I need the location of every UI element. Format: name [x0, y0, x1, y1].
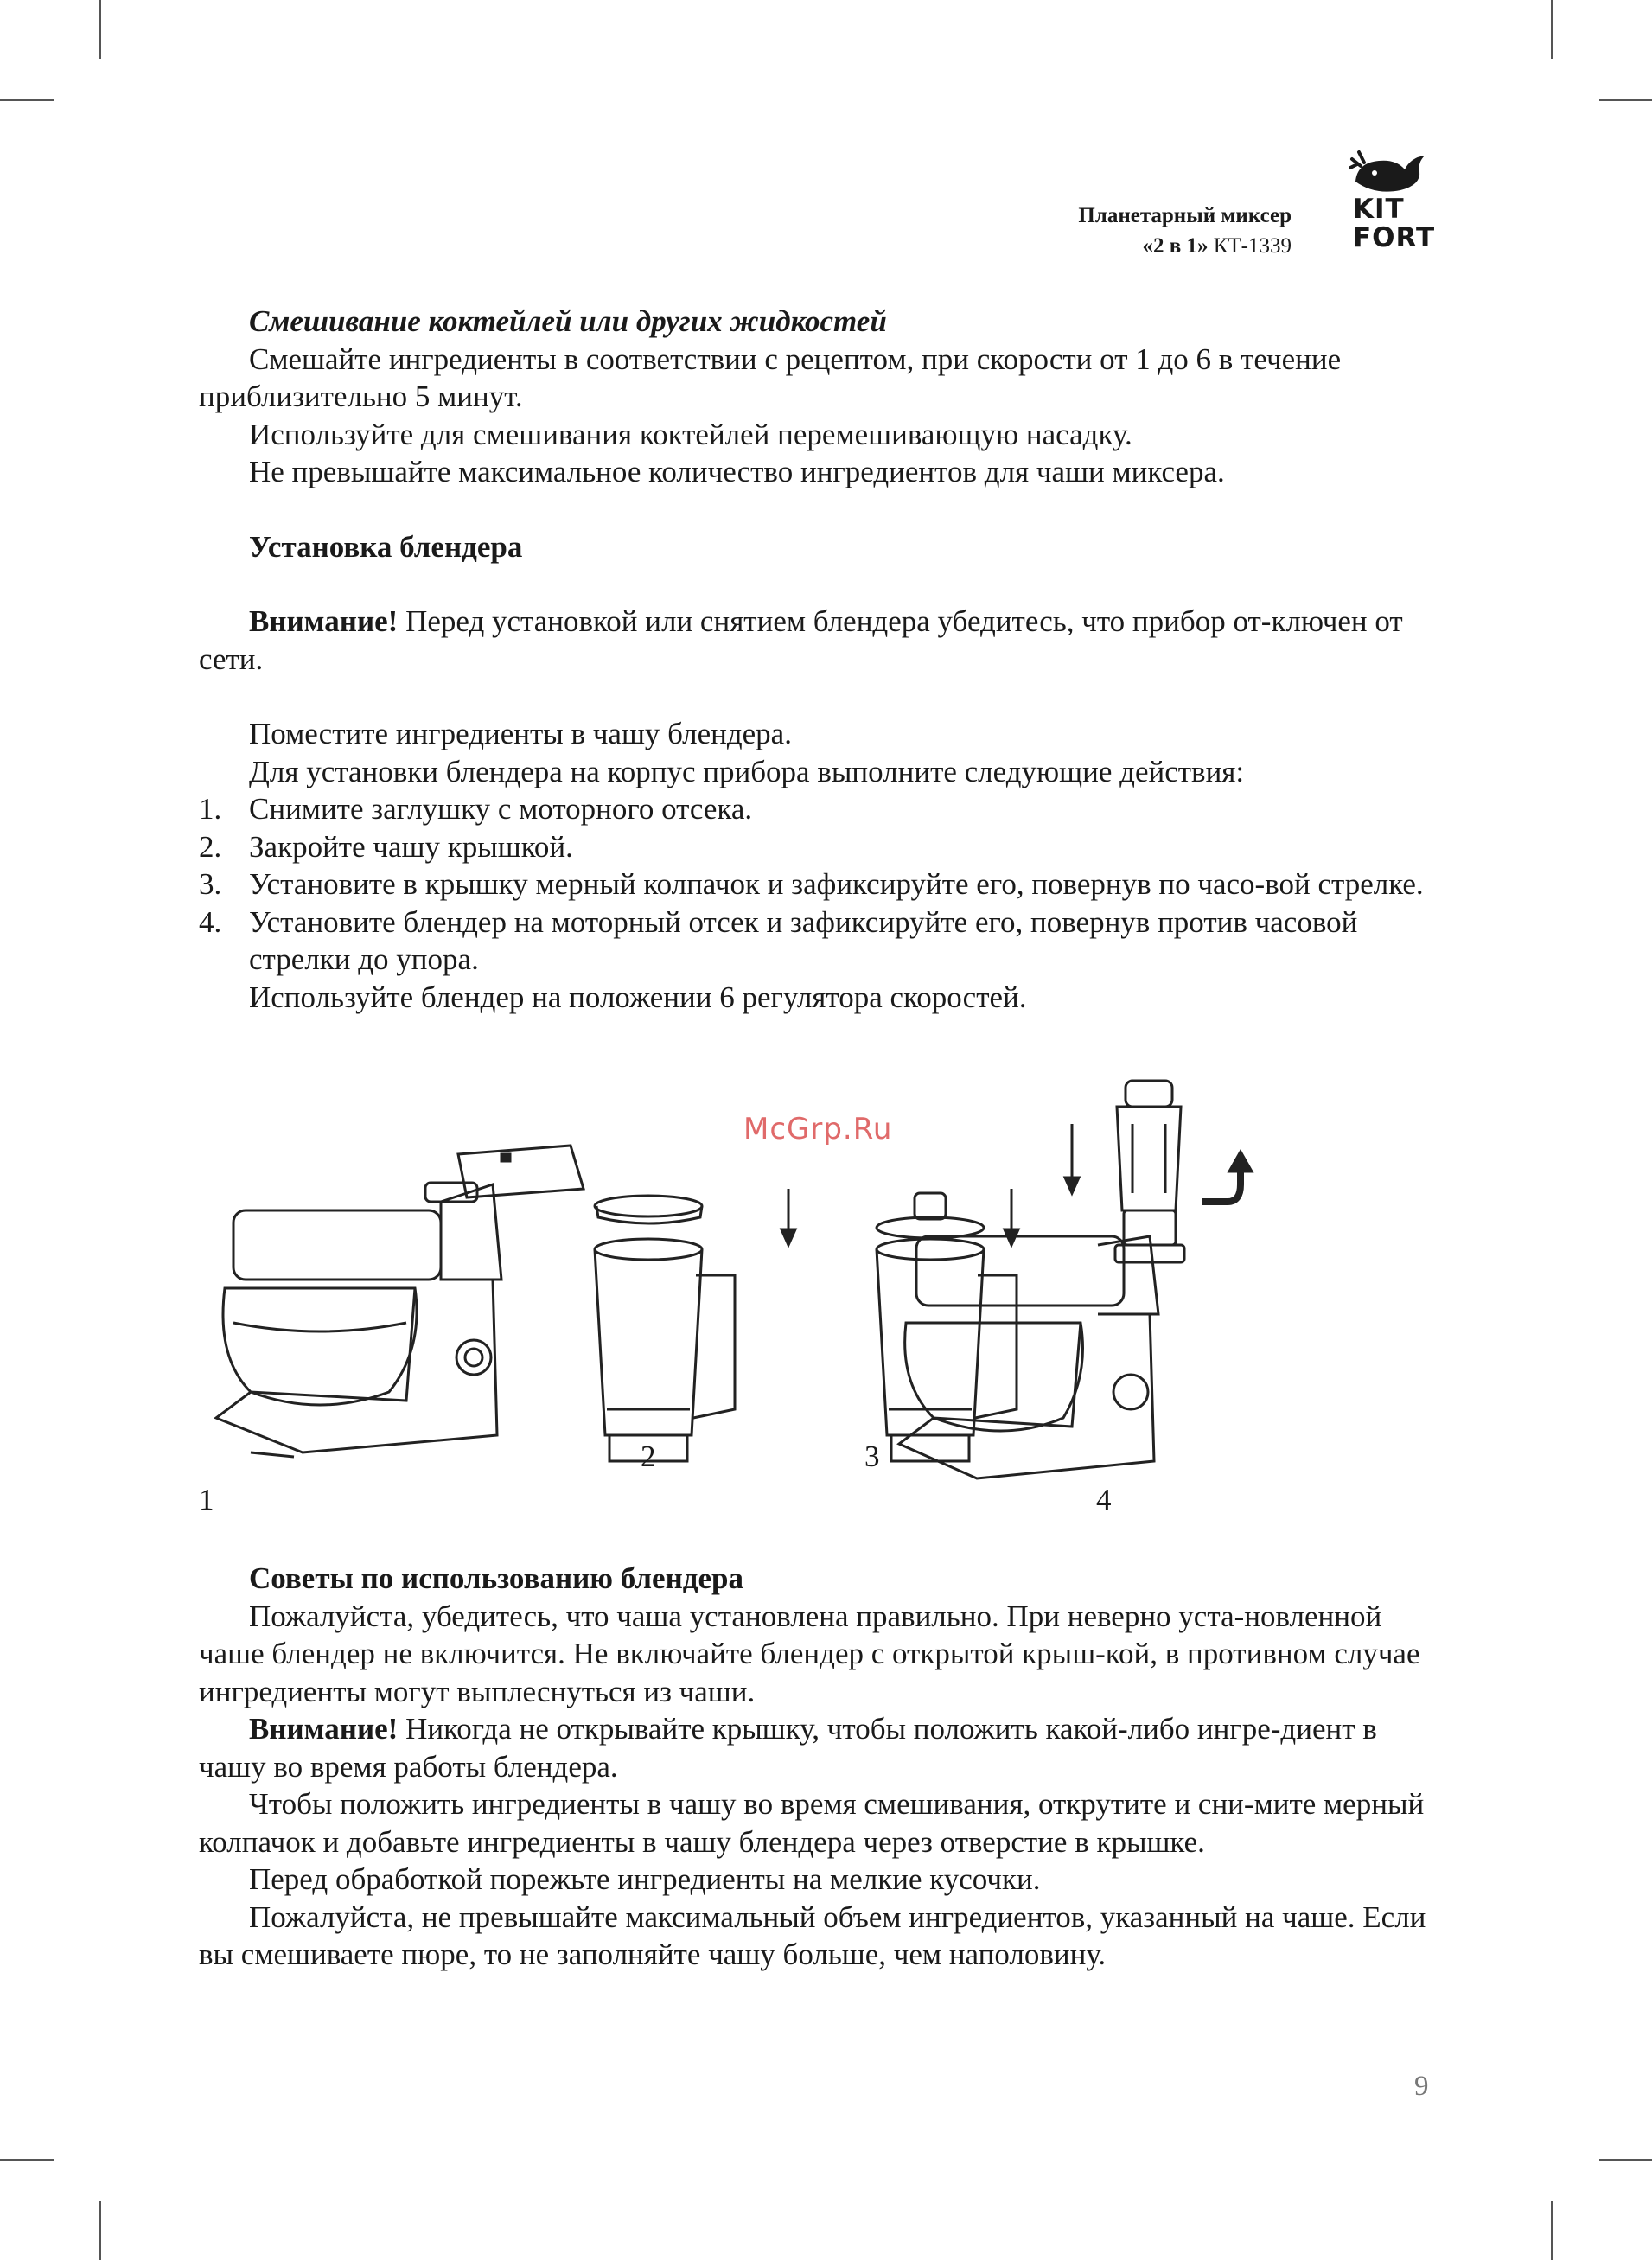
paragraph: Не превышайте максимальное количество ингредиентов для чаши миксера.: [249, 455, 1225, 488]
document-header: [1078, 201, 1292, 261]
list-item: [199, 865, 1426, 903]
crop-mark: [1599, 2159, 1652, 2161]
warning-paragraph: [199, 1710, 1426, 1785]
figure-label: 2: [641, 1440, 656, 1473]
list-item: [199, 903, 1426, 979]
list-text: Установите в крышку мерный колпачок и зафиксируйте его, повернув по часо-вой стрелке.: [249, 867, 1424, 901]
warning-paragraph: [199, 603, 1426, 678]
paragraph: Пожалуйста, не превышайте максимальный объем ингредиентов, указанный на чаше. Если вы смешиваете пюре, то не заполняйте чашу больше, чем наполовину.: [199, 1899, 1426, 1971]
crop-mark: [0, 2159, 54, 2161]
list-item: [199, 790, 1426, 828]
list-number: 1.: [199, 792, 222, 826]
list-number: 4.: [199, 904, 222, 939]
list-text: Закройте чашу крышкой.: [249, 829, 573, 864]
list-text: Снимите заглушку с моторного отсека.: [249, 792, 753, 826]
logo-text-line1: KIT: [1353, 194, 1405, 225]
section-title-tips: Советы по использованию блендера: [249, 1561, 743, 1595]
watermark: McGrp.Ru: [743, 1112, 893, 1146]
blender-install-illustrations: [199, 1072, 1435, 1522]
figure-label: 1: [199, 1483, 214, 1516]
figure-label: 3: [864, 1440, 880, 1473]
product-name: Планетарный миксер: [1078, 204, 1292, 227]
crop-mark: [1551, 2201, 1553, 2260]
section-title-cocktails: Смешивание коктейлей или других жидкостей: [249, 304, 887, 338]
crop-mark: [0, 99, 54, 101]
crop-mark: [1551, 0, 1553, 59]
paragraph: Перед обработкой порежьте ингредиенты на мелкие кусочки.: [249, 1862, 1041, 1896]
figure-label: 4: [1096, 1483, 1112, 1516]
section-title-install: Установка блендера: [249, 529, 523, 564]
mixer-figure-1: [216, 1146, 584, 1457]
warning-label: Внимание!: [249, 604, 399, 638]
product-model-line: [1078, 231, 1292, 261]
kitfort-logo-icon: [1349, 147, 1444, 199]
paragraph: Для установки блендера на корпус прибора выполните следующие действия:: [249, 754, 1245, 788]
list-number: 2.: [199, 829, 222, 864]
product-model: КТ-1339: [1213, 234, 1292, 258]
paragraph: Пожалуйста, убедитесь, что чаша установлена правильно. При неверно уста-новленной чаше блендер не включится. Не включайте блендер с открытой крыш-кой, в противном случае ингредиенты могут выплеснуться из чаши.: [199, 1599, 1420, 1708]
jug-figure-3: [877, 1189, 1018, 1461]
list-number: 3.: [199, 867, 222, 901]
paragraph: Чтобы положить ингредиенты в чашу во время смешивания, открутите и сни-мите мерный колпачок и добавьте ингредиенты в чашу блендера через отверстие в крышке.: [199, 1787, 1425, 1859]
paragraph: Используйте для смешивания коктейлей перемешивающую насадку.: [249, 417, 1132, 451]
crop-mark: [1599, 99, 1652, 101]
warning-text: Никогда не открывайте крышку, чтобы положить какой-либо ингре-диент в чашу во время работы блендера.: [199, 1712, 1377, 1784]
tips-text: [199, 1560, 1426, 1974]
warning-label: Внимание!: [249, 1712, 399, 1746]
jug-figure-2: [595, 1189, 795, 1461]
warning-text: Перед установкой или снятием блендера убедитесь, что прибор от-ключен от сети.: [199, 604, 1403, 676]
paragraph: Используйте блендер на положении 6 регулятора скоростей.: [249, 980, 1027, 1014]
crop-mark: [99, 2201, 101, 2260]
logo-text: [1353, 195, 1435, 252]
page-number: 9: [1414, 2071, 1429, 2102]
crop-mark: [99, 0, 101, 59]
mixer-figure-4: [899, 1081, 1252, 1478]
main-text: [199, 303, 1426, 1016]
paragraph: Поместите ингредиенты в чашу блендера.: [249, 717, 792, 750]
paragraph: Смешайте ингредиенты в соответствии с рецептом, при скорости от 1 до 6 в течение приблизительно 5 минут.: [199, 342, 1342, 413]
product-bold: «2 в 1»: [1142, 234, 1209, 258]
list-text: Установите блендер на моторный отсек и зафиксируйте его, повернув против часовой стрелки до упора.: [249, 904, 1358, 976]
list-item: [199, 828, 1426, 866]
logo-text-line2: FORT: [1353, 222, 1436, 253]
